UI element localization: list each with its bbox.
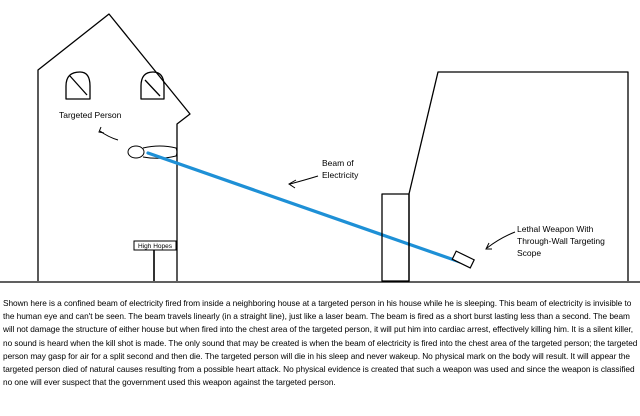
targeted-person-label: Targeted Person bbox=[59, 110, 122, 120]
electricity-beam bbox=[148, 153, 460, 262]
description-text: Shown here is a confined beam of electricity fired from inside a neighboring house at a targeted person in his house while he is sleeping. This beam of electricity is invisible to the human eye and can't be seen. The beam travels linearly (in a straight line), just like a laser beam. The beam is fired as a short burst lasting less than a second. The beam will not damage the structure of either house but when fired into the chest area of the targeted person, it will put him into cardiac arrest, effectively killing him. It is a silent killer, no sound is heard when the kill shot is made. The only sound that may be created is when the beam of electricity is fired into the chest area of the targeted person; the targeted person may gasp for air for a split second and then die. The targeted person will die in his sleep and never wakeup. No physical mark on the body will result. It will appear the targeted person died of natural causes resulting from a possible heart attack. No physical evidence is created that such a weapon was used and since the weapon is classified no one will ever suspect that the government used this weapon against the targeted person. bbox=[3, 298, 638, 388]
weapon-label-line1: Lethal Weapon With bbox=[517, 224, 594, 234]
attic-window-right bbox=[141, 72, 164, 99]
beam-label-line1: Beam of bbox=[322, 158, 354, 168]
person-head bbox=[128, 146, 144, 158]
beam-label-line2: Electricity bbox=[322, 170, 359, 180]
weapon-pointer-arrow bbox=[486, 232, 515, 249]
attic-window-left-divider bbox=[70, 76, 87, 95]
targeted-person-figure bbox=[128, 146, 177, 158]
attic-window-right-divider bbox=[145, 80, 160, 96]
high-hopes-sign bbox=[134, 241, 176, 281]
shooter-house bbox=[382, 72, 628, 281]
weapon-label-line3: Scope bbox=[517, 248, 542, 258]
weapon-device bbox=[452, 251, 474, 268]
sign-text: High Hopes bbox=[138, 243, 172, 250]
person-pointer-arrow bbox=[99, 127, 118, 140]
weapon-label-line2: Through-Wall Targeting bbox=[517, 236, 605, 246]
beam-pointer-arrow bbox=[289, 176, 318, 188]
